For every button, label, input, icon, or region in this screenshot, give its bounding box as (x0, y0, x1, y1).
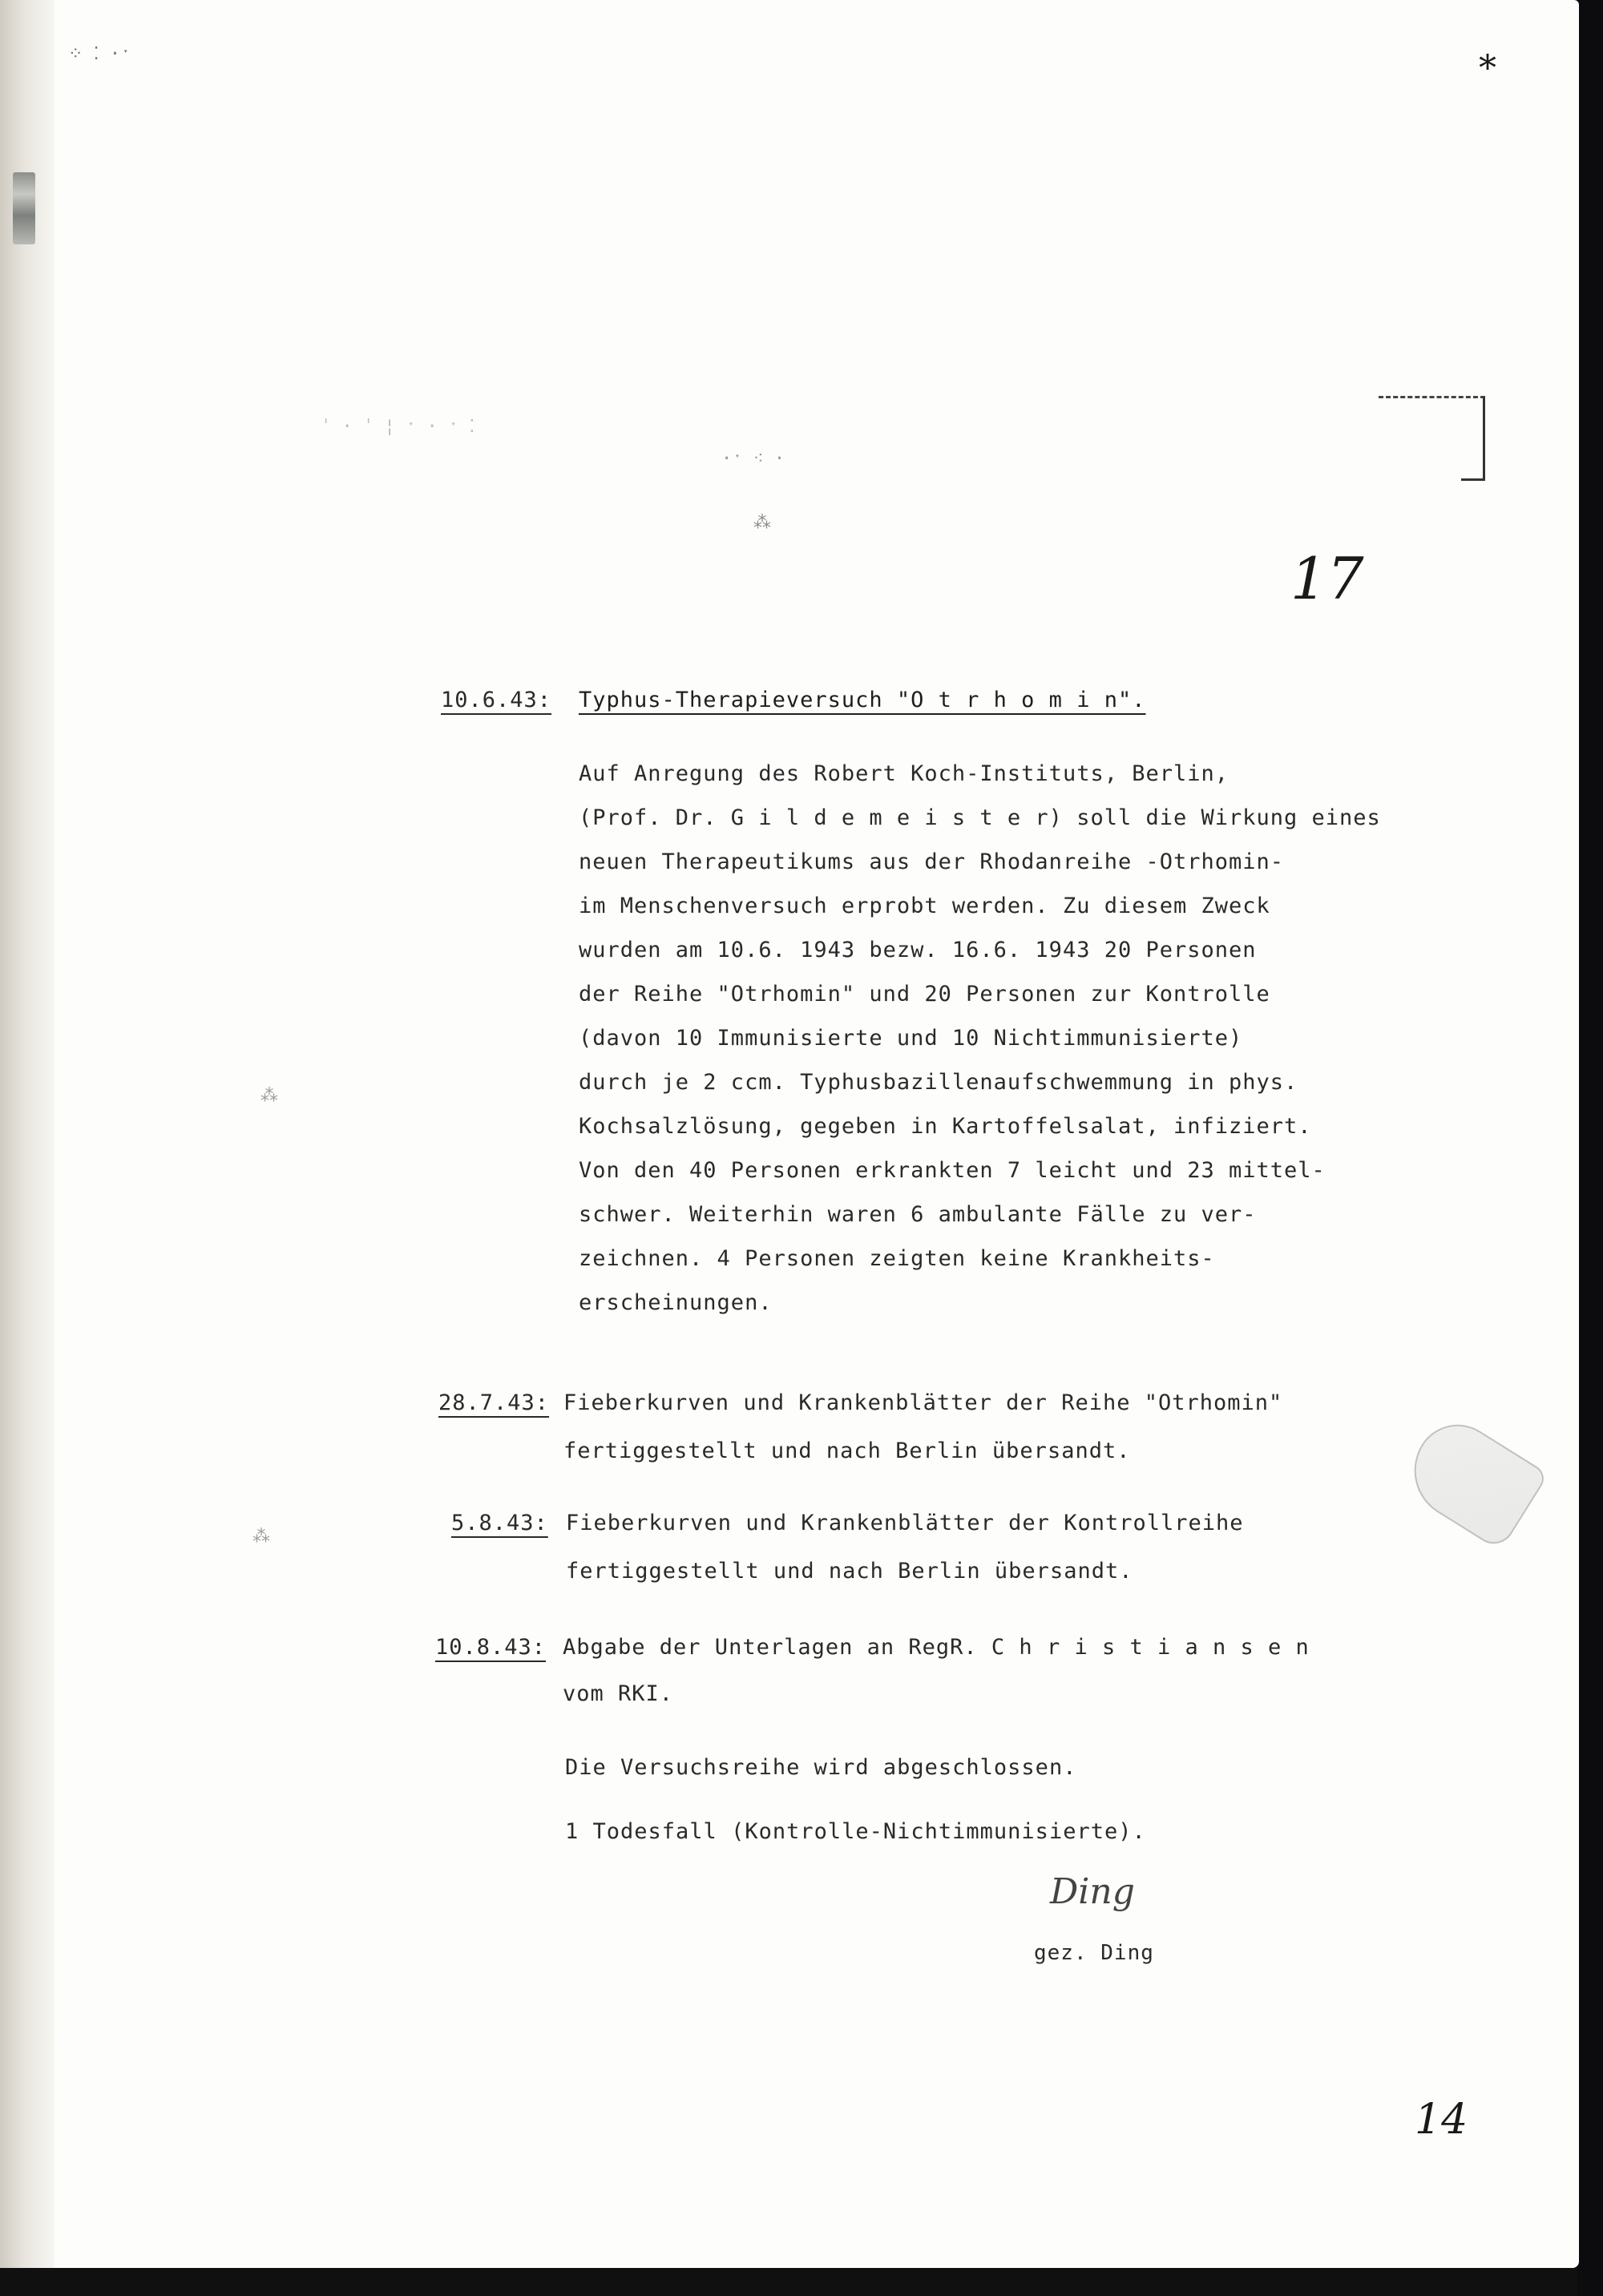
scan-speck: ⁂ (753, 513, 771, 533)
entry-line: durch je 2 ccm. Typhusbazillenaufschwemmung in phys. (579, 1070, 1298, 1095)
entry-line: Fieberkurven und Krankenblätter der Kontrollreihe (566, 1511, 1244, 1535)
entry-line: (davon 10 Immunisierte und 10 Nichtimmunisierte) (579, 1026, 1243, 1051)
entry-line: Abgabe der Unterlagen an RegR. C h r i s t i a n s e n (563, 1635, 1310, 1660)
folio-mark: 17 (1290, 545, 1364, 612)
heading-date: 10.6.43: (441, 688, 552, 712)
entry-date: 28.7.43: (438, 1390, 550, 1415)
entry-line: fertiggestellt und nach Berlin übersandt. (563, 1439, 1131, 1463)
scan-speck: ·ˑ ⁖ · (721, 449, 785, 469)
entry-line: Auf Anregung des Robert Koch-Instituts, Berlin, (579, 761, 1230, 786)
entry-line: fertiggestellt und nach Berlin übersandt. (566, 1559, 1133, 1584)
closing-line: Die Versuchsreihe wird abgeschlossen. (565, 1755, 1077, 1780)
entry-line: wurden am 10.6. 1943 bezw. 16.6. 1943 20 Personen (579, 938, 1257, 962)
scan-speck: ⁘ ⁚ ·ˑ (68, 44, 131, 64)
heading-title: Typhus-Therapieversuch "O t r h o m i n". (579, 688, 1146, 712)
entry-date: 10.8.43: (435, 1635, 547, 1660)
binding-strip (0, 0, 55, 2268)
entry-line: erscheinungen. (579, 1290, 773, 1315)
entry-line: Fieberkurven und Krankenblätter der Reihe "Otrhomin" (563, 1390, 1283, 1415)
entry-line: schwer. Weiterhin waren 6 ambulante Fälle zu ver- (579, 1202, 1257, 1227)
scanner-background (1577, 0, 1603, 2296)
scan-speck: ˈ · ˈ ¦ ˑ · ˑ ⁚ (321, 417, 475, 437)
scan-speck: ⁂ (260, 1086, 278, 1106)
entry-line: neuen Therapeutikums aus der Rhodanreihe -Otrhomin- (579, 849, 1285, 874)
corner-mark: * (1479, 48, 1496, 89)
entry-line: im Menschenversuch erprobt werden. Zu diesem Zweck (579, 894, 1270, 918)
closing-line: 1 Todesfall (Kontrolle-Nichtimmunisierte). (565, 1819, 1146, 1844)
signature-initials: Ding (1050, 1871, 1135, 1912)
stamp-box (1379, 396, 1485, 478)
entry-line: vom RKI. (563, 1681, 674, 1706)
entry-line: Kochsalzlösung, gegeben in Kartoffelsalat, infiziert. (579, 1114, 1312, 1139)
entry-date: 5.8.43: (451, 1511, 548, 1535)
entry-line: zeichnen. 4 Personen zeigten keine Krankheits- (579, 1246, 1215, 1271)
entry-line: Von den 40 Personen erkrankten 7 leicht und 23 mittel- (579, 1158, 1326, 1183)
entry-line: der Reihe "Otrhomin" und 20 Personen zur Kontrolle (579, 982, 1270, 1007)
entry-line: (Prof. Dr. G i l d e m e i s t e r) soll die Wirkung eines (579, 805, 1381, 830)
page-number: 14 (1415, 2096, 1468, 2144)
scan-speck: ⁂ (252, 1527, 270, 1547)
signature-typed: gez. Ding (1034, 1941, 1154, 1965)
